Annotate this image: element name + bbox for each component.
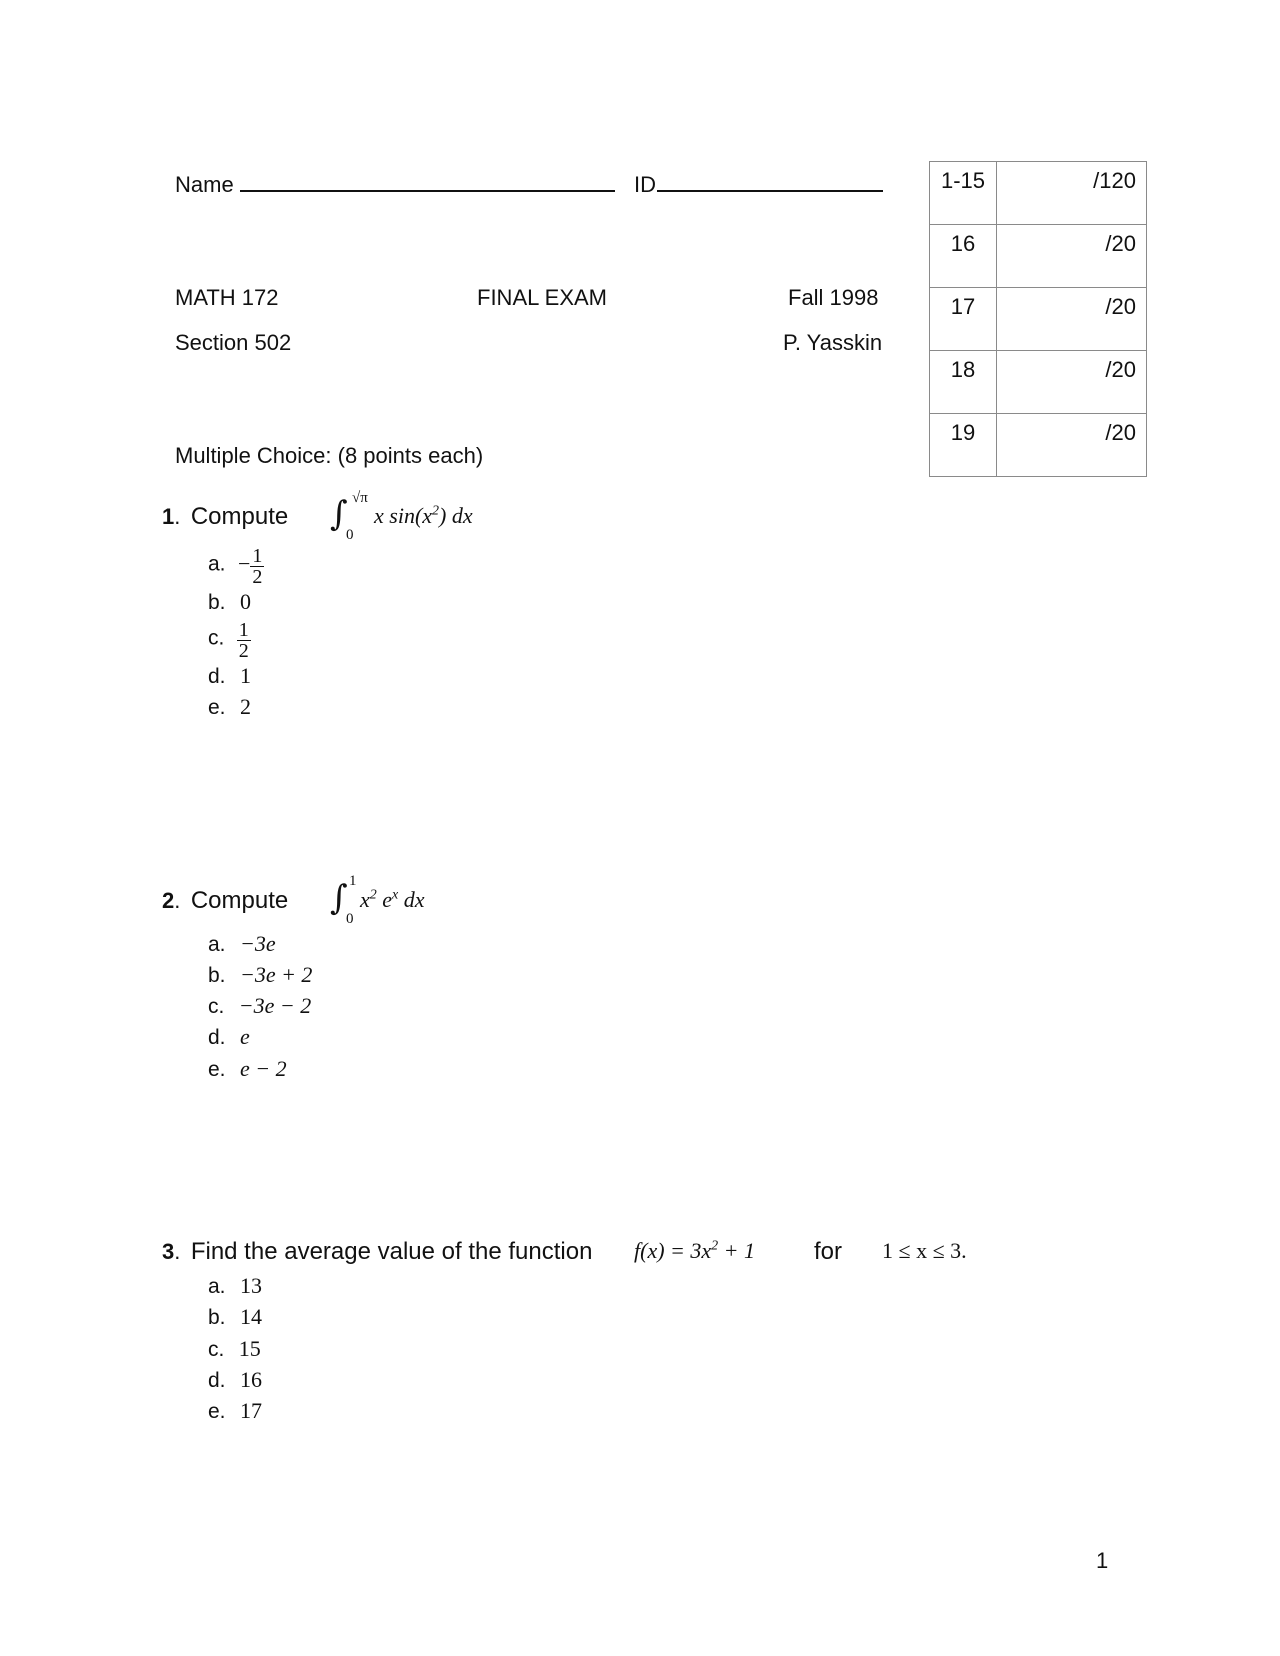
question-number: 2. — [162, 888, 181, 913]
function-expression: $f(x) = 3x^2 + 1$ — [634, 1238, 755, 1263]
option-row[interactable] — [208, 546, 264, 587]
option-row[interactable] — [208, 1367, 262, 1393]
option-letter: e. — [208, 696, 226, 719]
section-title: Multiple Choice: (8 points each) — [175, 443, 484, 468]
score-row — [930, 162, 1147, 225]
for-word: for — [814, 1238, 843, 1265]
section-label: Section 502 — [175, 330, 292, 355]
question-prompt: Compute — [190, 503, 289, 530]
option-value: e — [239, 1024, 250, 1049]
integral-upper-limit: 1 — [349, 873, 357, 889]
option-row[interactable] — [208, 1024, 250, 1050]
question-number: 1. — [162, 504, 181, 529]
option-letter: b. — [208, 964, 226, 987]
score-points[interactable]: /20 — [997, 288, 1147, 351]
question-2 — [162, 887, 288, 915]
option-letter: e. — [208, 1400, 226, 1423]
name-field-line[interactable] — [240, 190, 615, 192]
option-value: 15 — [238, 1336, 261, 1361]
page-number: 1 — [1096, 1548, 1109, 1573]
option-letter: b. — [208, 591, 226, 614]
question-prompt: Find the average value of the function — [190, 1238, 593, 1265]
score-points[interactable]: /120 — [997, 162, 1147, 225]
option-value: 0 — [239, 589, 251, 614]
option-letter: b. — [208, 1306, 226, 1329]
option-row[interactable] — [208, 993, 311, 1019]
score-question: 17 — [930, 288, 997, 351]
option-row[interactable] — [208, 1398, 262, 1424]
option-value: 2 — [239, 694, 251, 719]
integral-sign-icon: ∫ — [330, 494, 348, 534]
option-letter: d. — [208, 1369, 226, 1392]
score-row — [930, 351, 1147, 414]
option-value: 1 — [239, 663, 251, 688]
option-row[interactable] — [208, 931, 276, 957]
option-fraction: $\frac{1}{2}$ — [252, 545, 263, 588]
option-letter: d. — [208, 665, 226, 688]
option-letter: a. — [208, 552, 226, 576]
question-number: 3. — [162, 1239, 181, 1264]
integral-lower-limit: 0 — [346, 911, 354, 927]
score-points[interactable]: /20 — [997, 414, 1147, 477]
option-row[interactable] — [208, 1304, 262, 1330]
option-letter: c. — [208, 1338, 225, 1361]
option-value: 13 — [239, 1273, 262, 1298]
question-3 — [162, 1238, 592, 1266]
option-value: 16 — [239, 1367, 262, 1392]
option-row[interactable] — [208, 620, 251, 661]
option-letter: a. — [208, 1275, 226, 1298]
integral-upper-limit: √π — [352, 490, 368, 506]
score-row — [930, 288, 1147, 351]
option-value: −3e − 2 — [238, 993, 312, 1018]
exam-title: FINAL EXAM — [477, 285, 607, 310]
integrand: $x^2$ $e^x$ dx — [360, 887, 425, 912]
option-row[interactable] — [208, 663, 251, 689]
option-letter: c. — [208, 995, 225, 1018]
score-question: 1-15 — [930, 162, 997, 225]
option-row[interactable] — [208, 1336, 261, 1362]
score-question: 16 — [930, 225, 997, 288]
score-question: 19 — [930, 414, 997, 477]
option-value: 17 — [239, 1398, 262, 1423]
integral-sign-icon: ∫ — [330, 878, 348, 918]
score-row — [930, 414, 1147, 477]
question-prompt: Compute — [190, 887, 289, 914]
integral-lower-limit: 0 — [346, 527, 354, 543]
term-label: Fall 1998 — [788, 285, 879, 310]
name-label: Name — [175, 172, 234, 197]
score-points[interactable]: /20 — [997, 225, 1147, 288]
score-points[interactable]: /20 — [997, 351, 1147, 414]
option-letter: e. — [208, 1058, 226, 1081]
option-letter: c. — [208, 626, 225, 650]
option-fraction: $\frac{1}{2}$ — [238, 619, 249, 662]
instructor-label: P. Yasskin — [783, 330, 883, 355]
domain-range: 1 ≤ x ≤ 3. — [882, 1238, 967, 1263]
option-letter: d. — [208, 1026, 226, 1049]
integrand: x $\sin(x^2)$ dx — [374, 503, 473, 528]
option-row[interactable] — [208, 1056, 287, 1082]
id-label: ID — [634, 172, 656, 197]
question-1 — [162, 503, 288, 531]
option-row[interactable] — [208, 694, 251, 720]
option-value: 14 — [239, 1304, 262, 1329]
id-field-line[interactable] — [657, 190, 883, 192]
option-letter: a. — [208, 933, 226, 956]
score-question: 18 — [930, 351, 997, 414]
score-row — [930, 225, 1147, 288]
option-value: −3e — [239, 931, 276, 956]
option-value: −3e + 2 — [239, 962, 313, 987]
option-value: e − 2 — [239, 1056, 287, 1081]
option-row[interactable] — [208, 1273, 262, 1299]
option-row[interactable] — [208, 962, 312, 988]
course-label: MATH 172 — [175, 285, 279, 310]
option-row[interactable] — [208, 589, 251, 615]
option-sign: − — [237, 550, 251, 576]
score-table — [929, 161, 1147, 477]
